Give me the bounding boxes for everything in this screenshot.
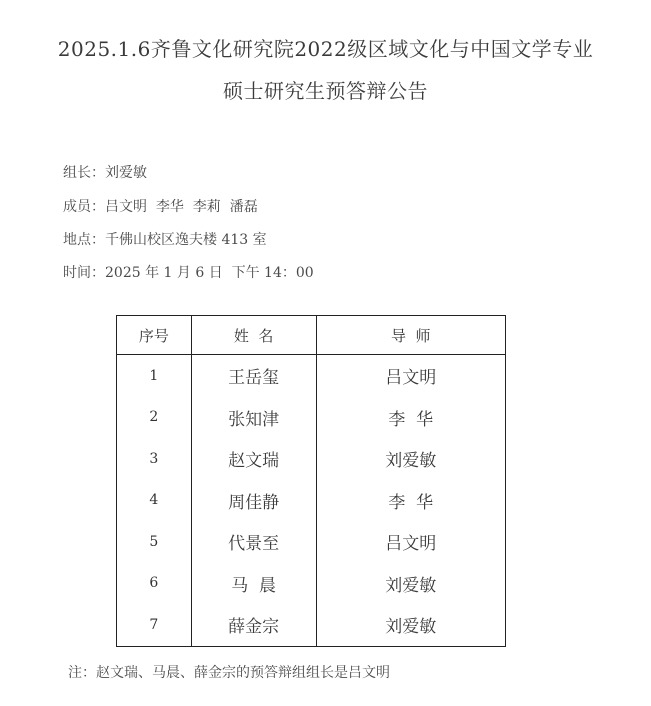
table-row xyxy=(117,521,506,563)
announcement-title-line-1: 2025.1.6齐鲁文化研究院2022级区域文化与中国文学专业 xyxy=(57,37,594,61)
table-row xyxy=(117,355,506,397)
announcement-title-line-2: 硕士研究生预答辩公告 xyxy=(223,79,428,103)
row-number: 3 xyxy=(117,438,192,480)
column-header-number: 序号 xyxy=(117,316,192,355)
advisor-name: 李 华 xyxy=(316,480,506,522)
defense-time: 时间：2025 年 1 月 6 日 下午 14：00 xyxy=(63,265,314,281)
row-number: 4 xyxy=(117,480,192,522)
advisor-name: 刘爱敏 xyxy=(316,438,506,480)
student-name: 周佳静 xyxy=(191,480,316,522)
table-header-row xyxy=(117,316,506,355)
row-number: 7 xyxy=(117,604,192,646)
advisor-name: 吕文明 xyxy=(316,521,506,563)
row-number: 1 xyxy=(117,355,192,397)
committee-leader: 组长：刘爱敏 xyxy=(63,165,147,181)
student-name: 代景至 xyxy=(191,521,316,563)
advisor-name: 刘爱敏 xyxy=(316,604,506,646)
advisor-name: 吕文明 xyxy=(316,355,506,397)
table-row xyxy=(117,604,506,646)
student-roster-table xyxy=(116,315,506,647)
row-number: 2 xyxy=(117,397,192,439)
defense-location: 地点：千佛山校区逸夫楼 413 室 xyxy=(63,232,267,248)
table-row xyxy=(117,438,506,480)
column-header-name: 姓 名 xyxy=(191,316,316,355)
footnote: 注：赵文瑞、马晨、薛金宗的预答辩组组长是吕文明 xyxy=(68,665,390,681)
advisor-name: 刘爱敏 xyxy=(316,563,506,605)
table-row xyxy=(117,480,506,522)
student-name: 张知津 xyxy=(191,397,316,439)
row-number: 5 xyxy=(117,521,192,563)
table-row xyxy=(117,397,506,439)
student-name: 马 晨 xyxy=(191,563,316,605)
student-name: 赵文瑞 xyxy=(191,438,316,480)
row-number: 6 xyxy=(117,563,192,605)
student-name: 薛金宗 xyxy=(191,604,316,646)
table-row xyxy=(117,563,506,605)
student-name: 王岳玺 xyxy=(191,355,316,397)
column-header-advisor: 导 师 xyxy=(316,316,506,355)
committee-members: 成员：吕文明 李华 李莉 潘磊 xyxy=(63,199,258,215)
advisor-name: 李 华 xyxy=(316,397,506,439)
